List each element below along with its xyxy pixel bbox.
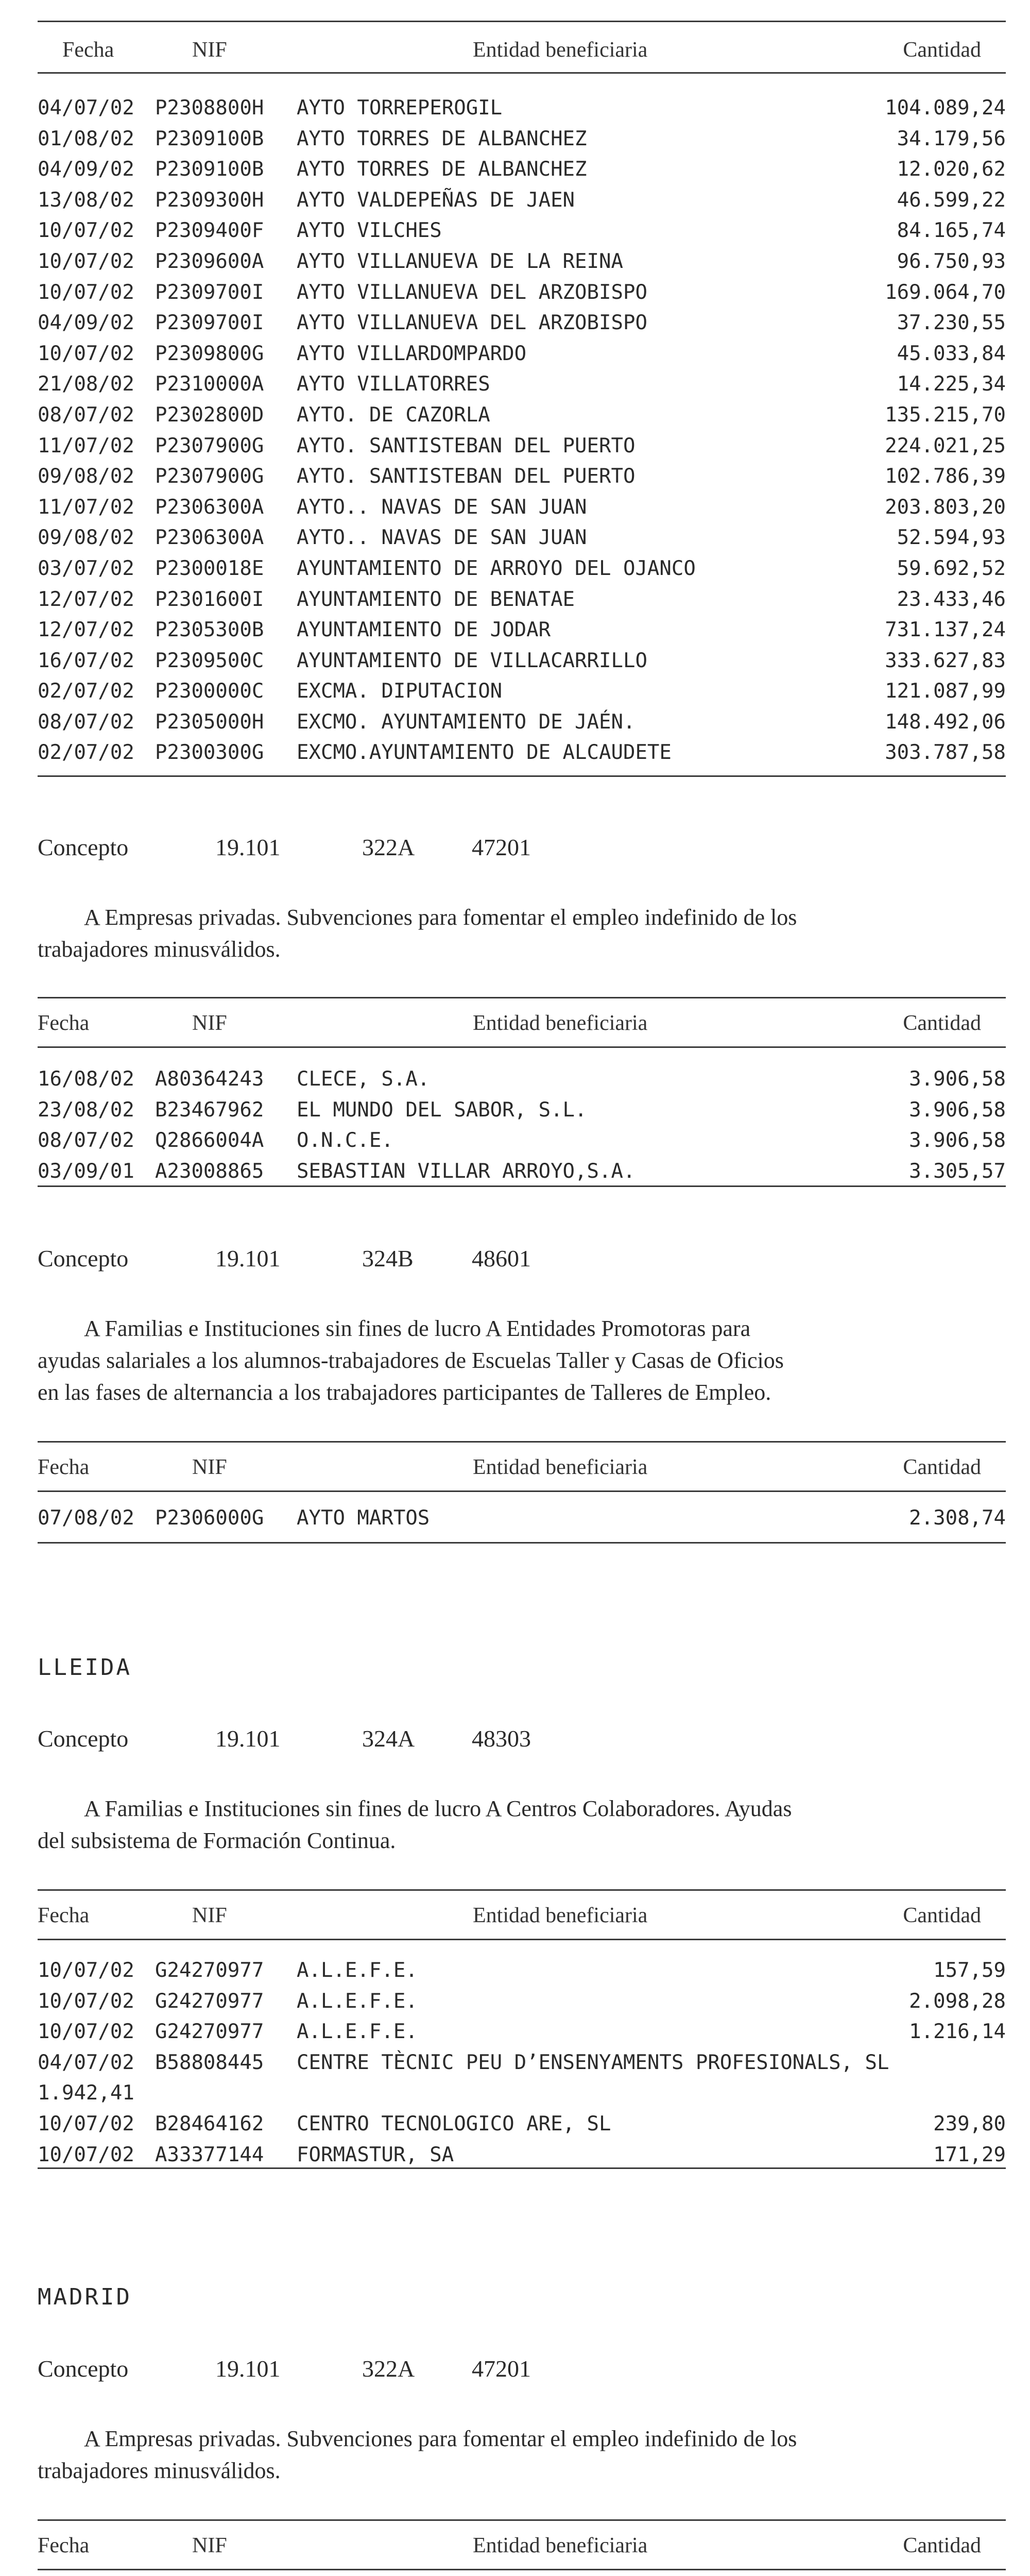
cell-entidad: AYTO VILLATORRES xyxy=(297,372,490,396)
cell-cantidad: 46.599,22 xyxy=(897,188,1006,212)
cell-nif: P2309400F xyxy=(155,219,264,243)
cell-fecha: 04/07/02 xyxy=(38,96,134,120)
cell-cantidad: 148.492,06 xyxy=(885,710,1006,734)
header-cantidad: Cantidad xyxy=(903,1011,981,1035)
header-cantidad: Cantidad xyxy=(903,1455,981,1479)
cell-nif: P2308800H xyxy=(155,96,264,120)
cell-fecha: 10/07/02 xyxy=(38,1959,134,1982)
table-row xyxy=(38,707,1006,738)
concepto-code-3: 48601 xyxy=(472,1245,531,1272)
cell-nif: P2306300A xyxy=(155,526,264,550)
concepto-code-1: 19.101 xyxy=(215,1245,281,1272)
table-rule-top xyxy=(38,1441,1006,1443)
header-fecha: Fecha xyxy=(38,1011,90,1035)
description-line: trabajadores minusválidos. xyxy=(38,2458,281,2483)
concepto-label: Concepto xyxy=(38,2355,129,2382)
cell-cantidad: 52.594,93 xyxy=(897,526,1006,550)
cell-nif: P2309600A xyxy=(155,249,264,273)
cell-fecha: 08/07/02 xyxy=(38,403,134,427)
cell-cantidad: 3.906,58 xyxy=(909,1098,1006,1122)
table-row xyxy=(38,338,1006,369)
cell-fecha: 08/07/02 xyxy=(38,710,134,734)
province-heading: LLEIDA xyxy=(38,1654,132,1681)
concepto-label: Concepto xyxy=(38,834,129,860)
cell-entidad: EXCMO. AYUNTAMIENTO DE JAÉN. xyxy=(297,710,636,734)
header-entidad: Entidad beneficiaria xyxy=(473,1011,648,1035)
cell-fecha: 07/08/02 xyxy=(38,1506,134,1530)
cell-fecha: 16/07/02 xyxy=(38,649,134,672)
cell-entidad: AYTO VILLANUEVA DEL ARZOBISPO xyxy=(297,280,647,304)
concepto-description xyxy=(38,2423,1006,2487)
header-nif: NIF xyxy=(192,1455,227,1479)
cell-entidad: AYUNTAMIENTO DE BENATAE xyxy=(297,587,575,611)
cell-nif: A80364243 xyxy=(155,1067,264,1091)
cell-nif: P2305300B xyxy=(155,618,264,642)
cell-entidad: AYUNTAMIENTO DE ARROYO DEL OJANCO xyxy=(297,556,696,580)
cell-nif: P2310000A xyxy=(155,372,264,396)
table-row xyxy=(38,154,1006,185)
cell-entidad: AYTO VILLARDOMPARDO xyxy=(297,342,527,365)
cell-nif: A23008865 xyxy=(155,1159,264,1183)
cell-nif: P2307900G xyxy=(155,465,264,488)
cell-cantidad: 14.225,34 xyxy=(897,372,1006,396)
table-row-wrap xyxy=(38,2078,1006,2109)
table-row xyxy=(38,2047,1006,2078)
table-row xyxy=(38,1095,1006,1126)
table-row xyxy=(38,1156,1006,1187)
concepto-code-3: 47201 xyxy=(472,834,531,860)
cell-nif: P2301600I xyxy=(155,587,264,611)
table-rule-header xyxy=(38,2569,1006,2570)
cell-cantidad: 224.021,25 xyxy=(885,434,1006,457)
cell-fecha: 10/07/02 xyxy=(38,2112,134,2136)
table-row xyxy=(38,277,1006,308)
cell-cantidad: 59.692,52 xyxy=(897,556,1006,580)
table-rule-top xyxy=(38,21,1006,22)
cell-fecha: 12/07/02 xyxy=(38,618,134,642)
table-row xyxy=(38,1955,1006,1986)
cell-entidad: AYTO.. NAVAS DE SAN JUAN xyxy=(297,495,587,519)
cell-cantidad: 1.216,14 xyxy=(909,2020,1006,2044)
table-row xyxy=(38,124,1006,155)
cell-nif: P2307900G xyxy=(155,434,264,457)
cell-nif: B58808445 xyxy=(155,2050,264,2074)
header-entidad: Entidad beneficiaria xyxy=(473,1904,648,1927)
description-line: ayudas salariales a los alumnos-trabajadores de Escuelas Taller y Casas de Oficios xyxy=(38,1348,784,1373)
cell-nif: Q2866004A xyxy=(155,1129,264,1153)
cell-fecha: 03/09/01 xyxy=(38,1159,134,1183)
table-row xyxy=(38,584,1006,615)
table-header xyxy=(38,1454,1006,1480)
header-nif: NIF xyxy=(192,1011,227,1035)
cell-fecha: 10/07/02 xyxy=(38,249,134,273)
table-row xyxy=(38,492,1006,523)
cell-cantidad: 169.064,70 xyxy=(885,280,1006,304)
table-body xyxy=(38,1064,1006,1187)
table-rule-top xyxy=(38,2519,1006,2521)
cell-fecha: 08/07/02 xyxy=(38,1129,134,1153)
header-fecha: Fecha xyxy=(38,2534,90,2557)
cell-fecha: 10/07/02 xyxy=(38,280,134,304)
cell-fecha: 02/07/02 xyxy=(38,741,134,765)
table-row xyxy=(38,676,1006,707)
cell-entidad: AYTO VILLANUEVA DEL ARZOBISPO xyxy=(297,311,647,335)
cell-entidad: EL MUNDO DEL SABOR, S.L. xyxy=(297,1098,587,1122)
description-line: en las fases de alternancia a los trabajadores participantes de Talleres de Empleo. xyxy=(38,1380,771,1405)
concepto-code-1: 19.101 xyxy=(215,2355,281,2382)
header-nif: NIF xyxy=(192,2534,227,2557)
cell-entidad: AYTO VILCHES xyxy=(297,219,442,243)
cell-cantidad: 731.137,24 xyxy=(885,618,1006,642)
cell-fecha: 04/09/02 xyxy=(38,158,134,181)
table-row xyxy=(38,1064,1006,1095)
cell-entidad: AYUNTAMIENTO DE JODAR xyxy=(297,618,551,642)
cell-entidad: AYTO. SANTISTEBAN DEL PUERTO xyxy=(297,465,636,488)
cell-nif: P2309700I xyxy=(155,311,264,335)
concepto-code-2: 324B xyxy=(362,1245,414,1272)
table-rule-bottom xyxy=(38,775,1006,777)
table-row xyxy=(38,431,1006,462)
cell-entidad: AYTO MARTOS xyxy=(297,1506,430,1530)
cell-nif: A33377144 xyxy=(155,2143,264,2166)
cell-cantidad-wrapped: 1.942,41 xyxy=(38,2081,134,2105)
header-cantidad: Cantidad xyxy=(903,1904,981,1927)
cell-entidad: EXCMA. DIPUTACION xyxy=(297,680,503,703)
header-entidad: Entidad beneficiaria xyxy=(473,38,648,62)
cell-fecha: 12/07/02 xyxy=(38,587,134,611)
description-line: A Empresas privadas. Subvenciones para fomentar el empleo indefinido de los xyxy=(84,905,797,930)
cell-entidad: A.L.E.F.E. xyxy=(297,2020,418,2044)
cell-cantidad: 96.750,93 xyxy=(897,249,1006,273)
cell-nif: P2309800G xyxy=(155,342,264,365)
cell-entidad: AYTO TORRES DE ALBANCHEZ xyxy=(297,127,587,150)
cell-cantidad: 121.087,99 xyxy=(885,680,1006,703)
table-header xyxy=(38,1010,1006,1036)
cell-fecha: 09/08/02 xyxy=(38,526,134,550)
table-rule-bottom xyxy=(38,2167,1006,2169)
cell-cantidad: 37.230,55 xyxy=(897,311,1006,335)
cell-entidad: AYTO TORREPEROGIL xyxy=(297,96,503,120)
table-row xyxy=(38,215,1006,246)
header-fecha: Fecha xyxy=(38,1455,90,1479)
header-entidad: Entidad beneficiaria xyxy=(473,2534,648,2557)
cell-cantidad: 102.786,39 xyxy=(885,465,1006,488)
cell-fecha: 10/07/02 xyxy=(38,219,134,243)
cell-cantidad: 239,80 xyxy=(933,2112,1006,2136)
cell-fecha: 02/07/02 xyxy=(38,680,134,703)
cell-fecha: 01/08/02 xyxy=(38,127,134,150)
header-fecha: Fecha xyxy=(38,1904,90,1927)
table-header xyxy=(38,1903,1006,1928)
cell-nif: P2306000G xyxy=(155,1506,264,1530)
table-row xyxy=(38,461,1006,492)
description-line: A Familias e Instituciones sin fines de lucro A Entidades Promotoras para xyxy=(84,1316,751,1341)
cell-cantidad: 2.308,74 xyxy=(909,1506,1006,1530)
table-rule-header xyxy=(38,1046,1006,1048)
cell-cantidad: 12.020,62 xyxy=(897,158,1006,181)
table-row xyxy=(38,2109,1006,2140)
table-row xyxy=(38,308,1006,338)
header-cantidad: Cantidad xyxy=(903,2534,981,2557)
cell-cantidad: 3.906,58 xyxy=(909,1067,1006,1091)
cell-fecha: 04/09/02 xyxy=(38,311,134,335)
cell-cantidad: 171,29 xyxy=(933,2143,1006,2166)
cell-fecha: 11/07/02 xyxy=(38,434,134,457)
province-heading: MADRID xyxy=(38,2284,132,2310)
cell-cantidad: 23.433,46 xyxy=(897,587,1006,611)
cell-nif: G24270977 xyxy=(155,1989,264,2013)
cell-entidad: AYTO VILLANUEVA DE LA REINA xyxy=(297,249,623,273)
table-row xyxy=(38,2016,1006,2047)
cell-cantidad: 45.033,84 xyxy=(897,342,1006,365)
cell-fecha: 21/08/02 xyxy=(38,372,134,396)
cell-nif: P2306300A xyxy=(155,495,264,519)
cell-cantidad: 3.305,57 xyxy=(909,1159,1006,1183)
cell-nif: P2305000H xyxy=(155,710,264,734)
cell-fecha: 13/08/02 xyxy=(38,188,134,212)
header-cantidad: Cantidad xyxy=(903,38,981,62)
cell-cantidad: 3.906,58 xyxy=(909,1129,1006,1153)
table-row xyxy=(38,646,1006,676)
cell-entidad: AYTO.. NAVAS DE SAN JUAN xyxy=(297,526,587,550)
concepto-description xyxy=(38,1313,1006,1409)
cell-cantidad: 157,59 xyxy=(933,1959,1006,1982)
cell-fecha: 10/07/02 xyxy=(38,1989,134,2013)
table-row xyxy=(38,522,1006,553)
concepto-code-1: 19.101 xyxy=(215,834,281,860)
cell-cantidad: 84.165,74 xyxy=(897,219,1006,243)
cell-entidad: CENTRE TÈCNIC PEU D’ENSENYAMENTS PROFESIONALS, SL xyxy=(297,2050,889,2074)
cell-cantidad: 2.098,28 xyxy=(909,1989,1006,2013)
table-row xyxy=(38,185,1006,216)
header-fecha: Fecha xyxy=(62,38,114,62)
cell-fecha: 10/07/02 xyxy=(38,2020,134,2044)
table-rule-bottom xyxy=(38,1542,1006,1544)
table-row xyxy=(38,1503,1006,1534)
concepto-label: Concepto xyxy=(38,1245,129,1272)
table-row xyxy=(38,369,1006,400)
table-body xyxy=(38,1955,1006,2170)
cell-entidad: FORMASTUR, SA xyxy=(297,2143,454,2166)
concepto-code-1: 19.101 xyxy=(215,1725,281,1752)
table-row xyxy=(38,553,1006,584)
concepto-code-2: 324A xyxy=(362,1725,415,1752)
cell-nif: G24270977 xyxy=(155,2020,264,2044)
cell-entidad: CENTRO TECNOLOGICO ARE, SL xyxy=(297,2112,611,2136)
cell-fecha: 23/08/02 xyxy=(38,1098,134,1122)
description-line: del subsistema de Formación Continua. xyxy=(38,1828,396,1853)
table-header xyxy=(38,2533,1006,2558)
concepto-code-3: 47201 xyxy=(472,2355,531,2382)
table-body xyxy=(38,93,1006,768)
cell-fecha: 09/08/02 xyxy=(38,465,134,488)
table-row xyxy=(38,615,1006,646)
cell-entidad: O.N.C.E. xyxy=(297,1129,393,1153)
cell-entidad: SEBASTIAN VILLAR ARROYO,S.A. xyxy=(297,1159,636,1183)
table-row xyxy=(38,2140,1006,2171)
cell-nif: P2300018E xyxy=(155,556,264,580)
concepto-code-2: 322A xyxy=(362,2355,415,2382)
description-line: trabajadores minusválidos. xyxy=(38,937,281,962)
cell-nif: P2309100B xyxy=(155,158,264,181)
cell-cantidad: 104.089,24 xyxy=(885,96,1006,120)
cell-fecha: 10/07/02 xyxy=(38,342,134,365)
cell-nif: P2302800D xyxy=(155,403,264,427)
cell-fecha: 03/07/02 xyxy=(38,556,134,580)
table-rule-top xyxy=(38,1889,1006,1891)
cell-entidad: CLECE, S.A. xyxy=(297,1067,430,1091)
table-rule-header xyxy=(38,1490,1006,1492)
cell-cantidad: 203.803,20 xyxy=(885,495,1006,519)
table-rule-header xyxy=(38,72,1006,74)
cell-fecha: 16/08/02 xyxy=(38,1067,134,1091)
table-row xyxy=(38,737,1006,768)
concepto-description xyxy=(38,902,1006,965)
table-rule-top xyxy=(38,997,1006,998)
cell-nif: P2309500C xyxy=(155,649,264,672)
table-row xyxy=(38,1986,1006,2017)
cell-nif: B23467962 xyxy=(155,1098,264,1122)
cell-nif: B28464162 xyxy=(155,2112,264,2136)
cell-entidad: AYTO. SANTISTEBAN DEL PUERTO xyxy=(297,434,636,457)
cell-entidad: A.L.E.F.E. xyxy=(297,1989,418,2013)
cell-cantidad: 34.179,56 xyxy=(897,127,1006,150)
header-entidad: Entidad beneficiaria xyxy=(473,1455,648,1479)
concepto-code-2: 322A xyxy=(362,834,415,860)
cell-nif: P2300000C xyxy=(155,680,264,703)
description-line: A Familias e Instituciones sin fines de lucro A Centros Colaboradores. Ayudas xyxy=(84,1796,792,1821)
concepto-label: Concepto xyxy=(38,1725,129,1752)
table-row xyxy=(38,1125,1006,1156)
cell-fecha: 11/07/02 xyxy=(38,495,134,519)
cell-nif: G24270977 xyxy=(155,1959,264,1982)
table-body xyxy=(38,1503,1006,1534)
cell-entidad: AYTO TORRES DE ALBANCHEZ xyxy=(297,158,587,181)
cell-nif: P2309100B xyxy=(155,127,264,150)
cell-entidad: AYUNTAMIENTO DE VILLACARRILLO xyxy=(297,649,647,672)
concepto-code-3: 48303 xyxy=(472,1725,531,1752)
table-row xyxy=(38,400,1006,431)
cell-fecha: 10/07/02 xyxy=(38,2143,134,2166)
cell-cantidad: 135.215,70 xyxy=(885,403,1006,427)
description-line: A Empresas privadas. Subvenciones para fomentar el empleo indefinido de los xyxy=(84,2426,797,2451)
cell-entidad: EXCMO.AYUNTAMIENTO DE ALCAUDETE xyxy=(297,741,672,765)
cell-fecha: 04/07/02 xyxy=(38,2050,134,2074)
cell-entidad: AYTO VALDEPEÑAS DE JAEN xyxy=(297,188,575,212)
table-header xyxy=(38,37,1006,63)
cell-nif: P2309300H xyxy=(155,188,264,212)
cell-cantidad: 333.627,83 xyxy=(885,649,1006,672)
cell-cantidad: 303.787,58 xyxy=(885,741,1006,765)
cell-nif: P2309700I xyxy=(155,280,264,304)
cell-entidad: A.L.E.F.E. xyxy=(297,1959,418,1982)
header-nif: NIF xyxy=(192,38,227,62)
cell-nif: P2300300G xyxy=(155,741,264,765)
table-rule-header xyxy=(38,1939,1006,1940)
table-row xyxy=(38,93,1006,124)
table-row xyxy=(38,246,1006,277)
concepto-description xyxy=(38,1793,1006,1857)
header-nif: NIF xyxy=(192,1904,227,1927)
cell-entidad: AYTO. DE CAZORLA xyxy=(297,403,490,427)
table-rule-bottom xyxy=(38,1185,1006,1187)
